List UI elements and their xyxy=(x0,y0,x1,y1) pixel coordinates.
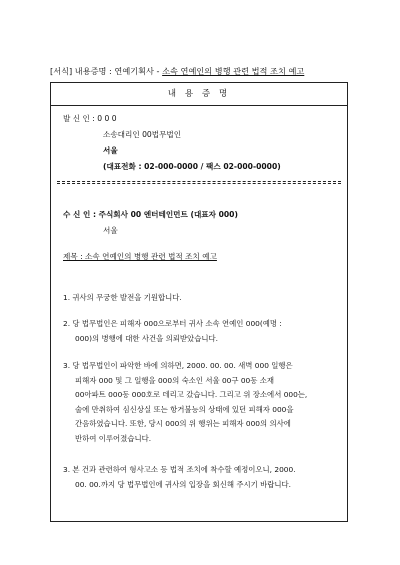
document-title: 내 용 증 명 xyxy=(51,83,347,106)
paragraph-3-line: 반하여 이루어졌습니다. xyxy=(75,433,152,443)
paragraph-3-line: 술에 만취하여 심신상실 또는 항거불능의 상태에 있던 피해자 000을 xyxy=(75,404,294,414)
sender-city: 서울 xyxy=(103,146,118,155)
sender-name: 0 0 0 xyxy=(97,114,117,123)
separator-line xyxy=(57,181,341,184)
document-caption xyxy=(50,66,304,77)
caption-prefix: [서식] 내용증명 : 연예기획사 - xyxy=(50,66,163,76)
paragraph-2-line: 2. 당 법무법인은 피해자 000으로부터 귀사 소속 연예인 000(예명 : xyxy=(63,319,282,328)
paragraph-2 xyxy=(63,317,337,346)
recipient-label: 수 신 인 : xyxy=(63,210,99,219)
paragraph-1-text: 1. 귀사의 무궁한 발전을 기원합니다. xyxy=(63,293,182,302)
paragraph-3-line: 00아파트 000동 000호로 데리고 갔습니다. 그리고 위 장소에서 000는, xyxy=(75,390,308,399)
paragraph-3-line: 3. 당 법무법인이 파악한 바에 의하면, 2000. 00. 00. 새벽 000 일행은 xyxy=(63,361,293,370)
paragraph-4 xyxy=(63,463,337,492)
paragraph-3-line: 간음하였습니다. 또한, 당시 000의 위 행위는 피해자 000의 의사에 xyxy=(75,419,291,428)
caption-subject: 소속 연예인의 병행 관련 법적 조치 예고 xyxy=(162,66,305,76)
paragraph-3 xyxy=(63,359,337,446)
letter-sheet xyxy=(50,82,348,522)
paragraph-3-line: 피해자 000 및 그 일행을 000의 숙소인 서울 00구 00동 소재 xyxy=(75,375,275,385)
sender-line xyxy=(63,113,117,124)
subject-line: 제목 : 소속 연예인의 병행 관련 법적 조치 예고 xyxy=(63,252,217,261)
sender-representative: 소송대리인 00법무법인 xyxy=(103,130,182,139)
sender-contact: (대표전화 : 02-000-0000 / 팩스 02-000-0000) xyxy=(103,162,281,171)
paragraph-4-line: 3. 본 건과 관련하여 형사고소 등 법적 조치에 착수할 예정이오니, 2000. xyxy=(63,465,296,474)
paragraph-2-line: 000)의 병행에 대한 사건을 의뢰받았습니다. xyxy=(75,333,218,343)
paragraph-4-line: 00. 00.까지 당 법무법인에 귀사의 입장을 회신해 주시기 바랍니다. xyxy=(75,479,291,489)
recipient-name: 주식회사 00 엔터테인먼트 (대표자 000) xyxy=(98,210,238,219)
paragraph-1 xyxy=(63,291,337,306)
recipient-city: 서울 xyxy=(103,226,118,235)
recipient-line xyxy=(63,209,238,220)
sender-label: 발 신 인 : xyxy=(63,114,98,123)
